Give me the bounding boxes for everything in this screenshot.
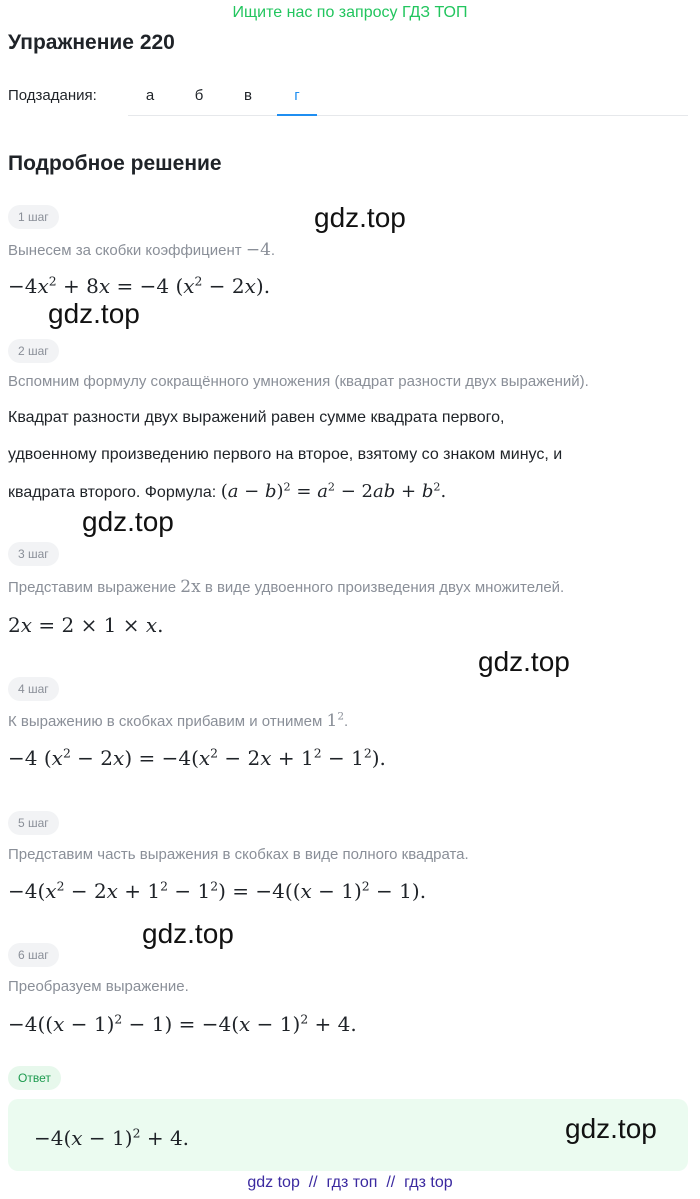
step-1-badge: 1 шаг	[8, 205, 59, 229]
step-2-text-line: удвоенному произведению первого на второе, взятому со знаком минус, и	[8, 446, 563, 463]
answer-formula: $-4(x - 1)^2 + 4$.	[34, 1125, 190, 1150]
watermark: gdz.top	[142, 918, 234, 949]
step-6-formula: $-4((x - 1)^2 - 1) = -4(x - 1)^2 + 4$.	[8, 1011, 357, 1036]
solution-title: Подробное решение	[8, 152, 222, 175]
step-1-hint: Вынесем за скобки коэффициент −4.	[8, 240, 276, 260]
tab-b[interactable]: б	[194, 87, 204, 104]
watermark: gdz.top	[314, 202, 406, 233]
footer-link[interactable]: гдз топ	[326, 1174, 378, 1191]
footer-links	[0, 1174, 700, 1192]
step-2-text-line: квадрата второго. Формула: $(a - b)^2 = a^2 - 2ab + b^2$.	[8, 480, 447, 502]
watermark: gdz.top	[565, 1113, 657, 1144]
footer-separator: //	[386, 1174, 396, 1191]
footer-link[interactable]: gdz top	[247, 1174, 300, 1191]
step-4-formula: −4 $(x^2 - 2x) = -4(x^2 - 2x + 1^2 - 1^2)$.	[8, 745, 386, 770]
step-2-text-line: Квадрат разности двух выражений равен сумме квадрата первого,	[8, 409, 505, 426]
step-1-formula: $-4x^2 + 8x = -4$ $(x^2 - 2x)$.	[8, 273, 271, 298]
watermark: gdz.top	[478, 646, 570, 677]
watermark: gdz.top	[82, 506, 174, 537]
footer-link[interactable]: гдз top	[404, 1174, 453, 1191]
tab-g[interactable]: г	[277, 84, 317, 116]
step-3-hint: Представим выражение 2x в виде удвоенного произведения двух множителей.	[8, 577, 565, 597]
step-6-hint: Преобразуем выражение.	[8, 978, 189, 995]
step-6-badge: 6 шаг	[8, 943, 59, 967]
step-5-hint: Представим часть выражения в скобках в виде полного квадрата.	[8, 846, 469, 863]
answer-box	[8, 1099, 688, 1171]
step-4-badge: 4 шаг	[8, 677, 59, 701]
step-4-hint: К выражению в скобках прибавим и отнимем $1^2$.	[8, 710, 349, 731]
answer-badge: Ответ	[8, 1066, 61, 1090]
footer-separator: //	[308, 1174, 318, 1191]
tab-v[interactable]: в	[244, 87, 252, 104]
step-3-badge: 3 шаг	[8, 542, 59, 566]
step-5-formula: $-4(x^2 - 2x + 1^2 - 1^2) = -4((x - 1)^2 - 1)$.	[8, 878, 427, 903]
tab-a[interactable]: а	[145, 87, 155, 104]
page-title: Упражнение 220	[8, 31, 175, 54]
subtasks-label: Подзадания:	[8, 87, 97, 104]
step-3-formula: 2x = 2 × 1 × x.	[8, 613, 164, 637]
step-5-badge: 5 шаг	[8, 811, 59, 835]
promo-banner[interactable]: Ищите нас по запросу ГДЗ ТОП	[232, 4, 468, 21]
step-2-badge: 2 шаг	[8, 339, 59, 363]
step-2-hint: Вспомним формулу сокращённого умножения (квадрат разности двух выражений).	[8, 373, 589, 390]
subtasks-bar	[8, 84, 688, 116]
watermark: gdz.top	[48, 298, 140, 329]
